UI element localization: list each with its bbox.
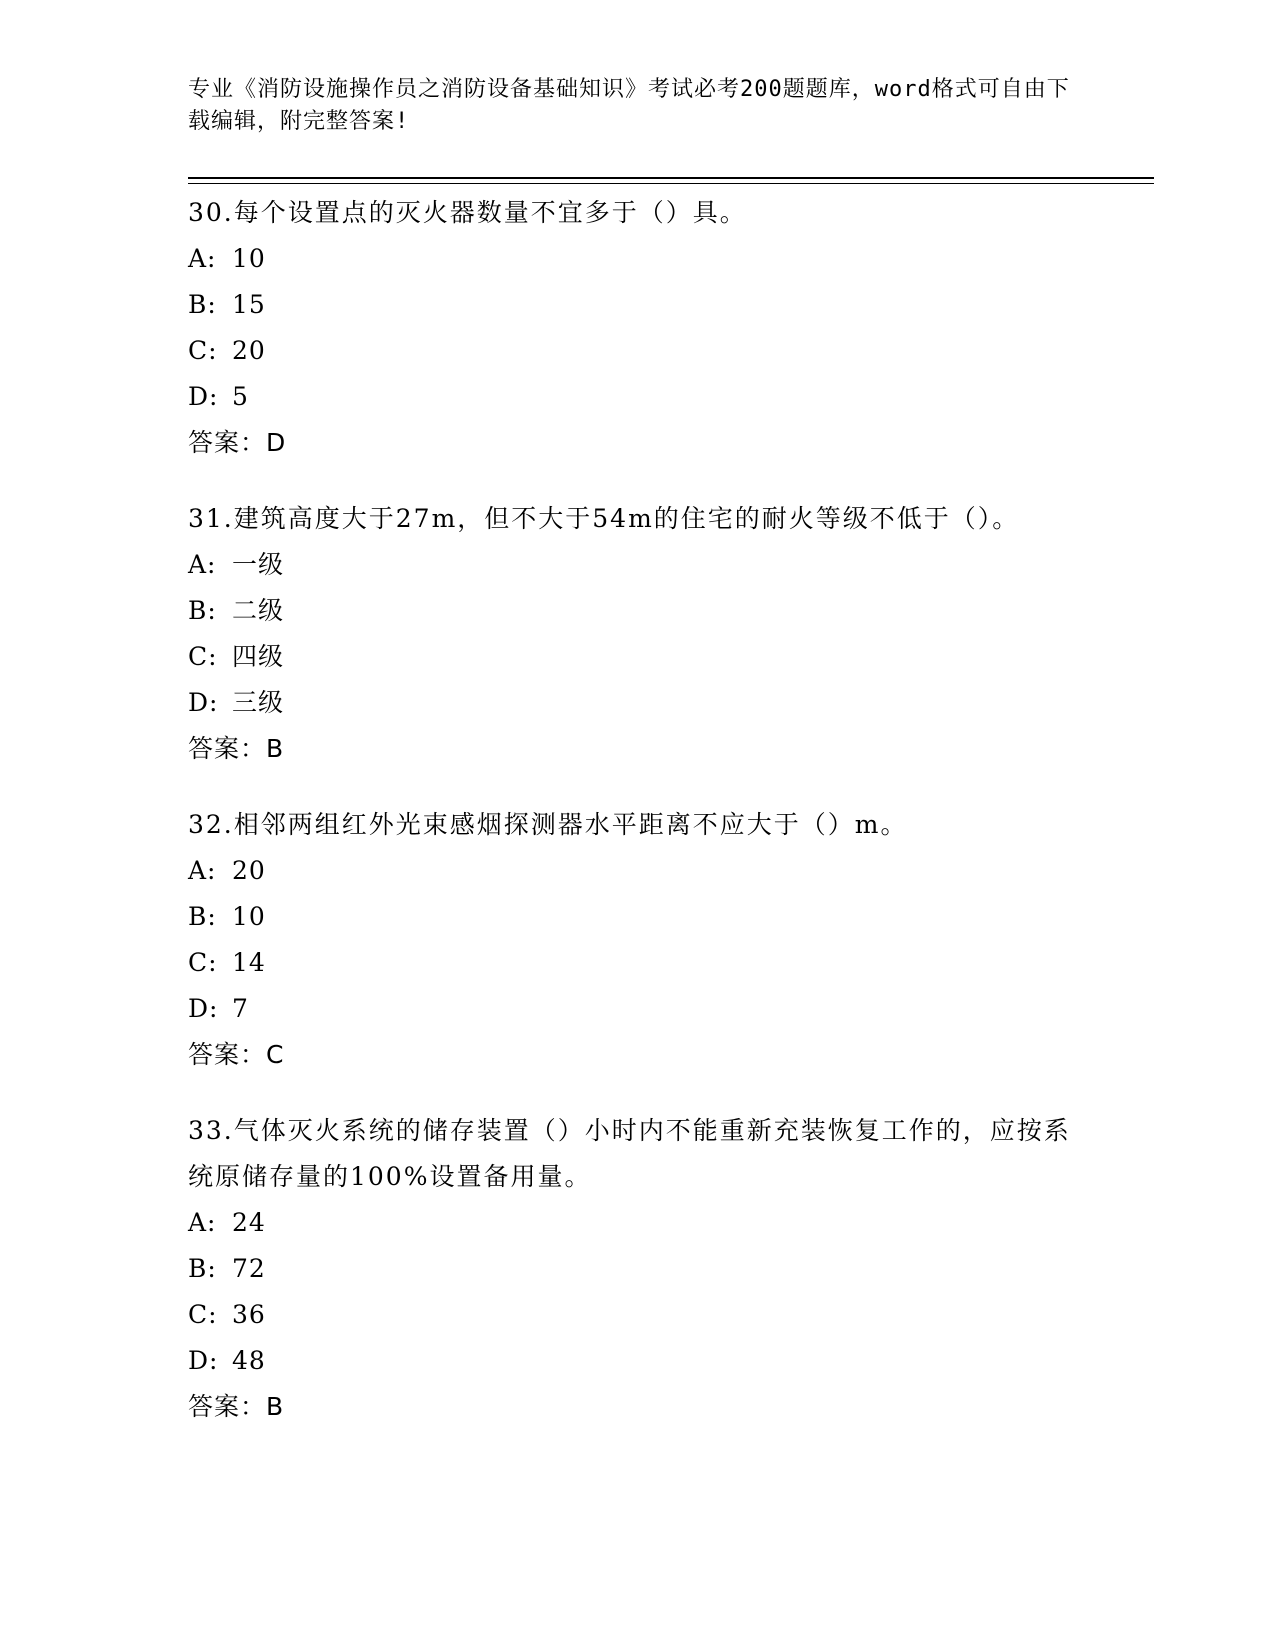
option-c <box>188 1292 1088 1338</box>
option-value: 三级 <box>232 688 285 717</box>
option-value: 10 <box>232 902 266 931</box>
option-key: D: <box>188 994 219 1023</box>
option-key: C: <box>188 336 218 365</box>
option-key: A: <box>188 550 217 579</box>
option-value: 20 <box>232 336 266 365</box>
option-value: 一级 <box>232 550 285 579</box>
option-a <box>188 542 1088 588</box>
answer-text: 答案：C <box>188 1040 285 1069</box>
option-key: C: <box>188 948 218 977</box>
option-value: 二级 <box>232 596 285 625</box>
header-divider-thick <box>188 177 1154 179</box>
question-text: 31.建筑高度大于27m，但不大于54m的住宅的耐火等级不低于（）。 <box>188 504 1020 533</box>
question-text: 30.每个设置点的灭火器数量不宜多于（）具。 <box>188 198 747 227</box>
option-a <box>188 1200 1088 1246</box>
option-b <box>188 282 1088 328</box>
question-text: 32.相邻两组红外光束感烟探测器水平距离不应大于（）m。 <box>188 810 908 839</box>
option-d <box>188 986 1088 1032</box>
option-d <box>188 374 1088 420</box>
option-key: C: <box>188 1300 218 1329</box>
answer-text: 答案：B <box>188 1392 285 1421</box>
question-30 <box>188 188 1088 466</box>
option-c <box>188 328 1088 374</box>
option-value: 72 <box>232 1254 266 1283</box>
option-value: 20 <box>232 856 266 885</box>
option-value: 24 <box>232 1208 266 1237</box>
option-d <box>188 680 1088 726</box>
question-31 <box>188 494 1088 772</box>
option-c <box>188 940 1088 986</box>
question-list <box>188 188 1088 1458</box>
option-value: 四级 <box>232 642 285 671</box>
option-key: A: <box>188 856 217 885</box>
option-key: B: <box>188 596 217 625</box>
option-key: D: <box>188 1346 219 1375</box>
option-key: B: <box>188 1254 217 1283</box>
header-divider-thin <box>188 183 1154 184</box>
option-key: D: <box>188 688 219 717</box>
option-value: 15 <box>232 290 266 319</box>
answer-text: 答案：B <box>188 734 285 763</box>
question-33 <box>188 1106 1088 1430</box>
option-a <box>188 848 1088 894</box>
answer-text: 答案：D <box>188 428 287 457</box>
option-b <box>188 588 1088 634</box>
option-value: 36 <box>232 1300 266 1329</box>
option-value: 14 <box>232 948 266 977</box>
option-key: B: <box>188 902 217 931</box>
option-key: A: <box>188 244 217 273</box>
option-value: 48 <box>232 1346 266 1375</box>
option-b <box>188 894 1088 940</box>
option-key: A: <box>188 1208 217 1237</box>
option-value: 10 <box>232 244 266 273</box>
option-key: B: <box>188 290 217 319</box>
question-text: 33.气体灭火系统的储存装置（）小时内不能重新充装恢复工作的，应按系统原储存量的100%设置备用量。 <box>188 1116 1071 1191</box>
question-32 <box>188 800 1088 1078</box>
document-header: 专业《消防设施操作员之消防设备基础知识》考试必考200题题库，word格式可自由下载编辑，附完整答案! <box>188 77 1070 134</box>
option-d <box>188 1338 1088 1384</box>
option-c <box>188 634 1088 680</box>
option-value: 7 <box>232 994 249 1023</box>
option-b <box>188 1246 1088 1292</box>
option-value: 5 <box>232 382 249 411</box>
option-a <box>188 236 1088 282</box>
option-key: D: <box>188 382 219 411</box>
option-key: C: <box>188 642 218 671</box>
